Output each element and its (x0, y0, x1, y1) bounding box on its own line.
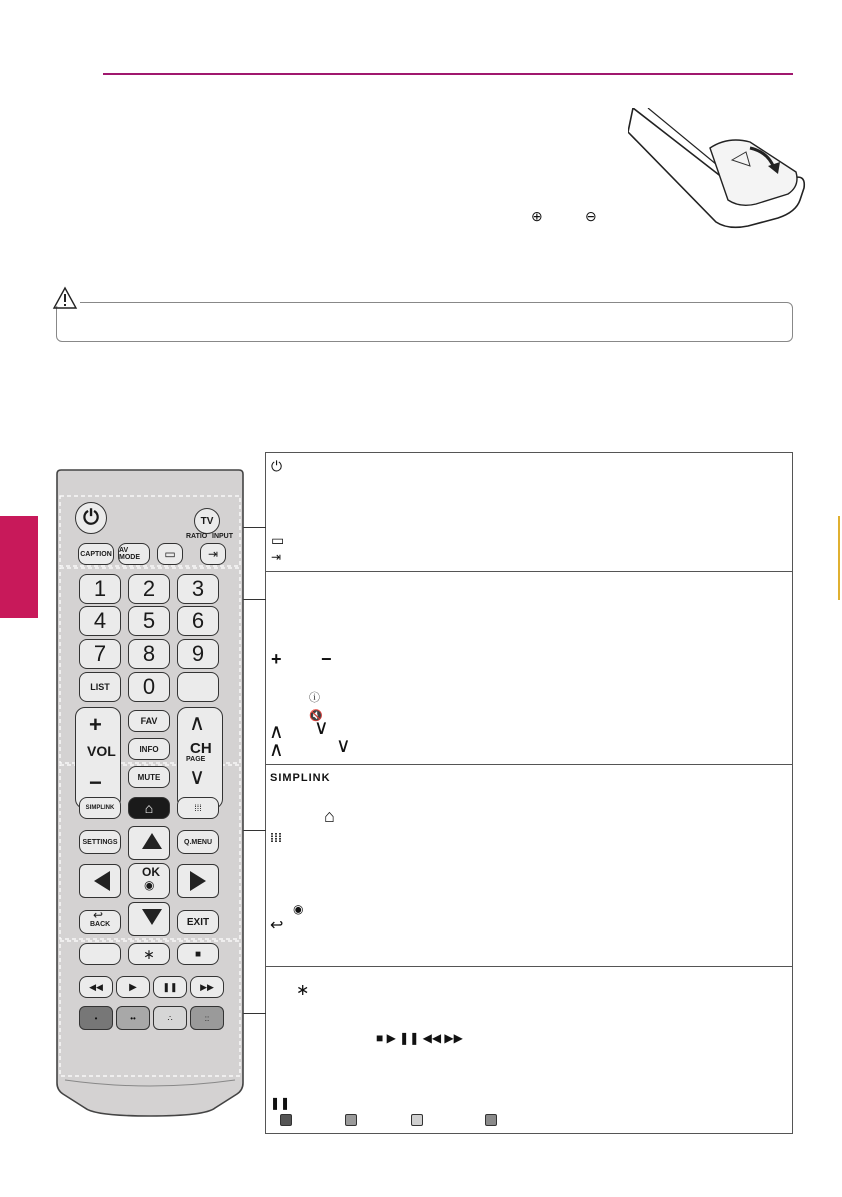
channel-label: CH (190, 740, 212, 757)
input-label: INPUT (212, 533, 233, 540)
star-icon: ∗ (296, 982, 310, 999)
caution-rule (80, 302, 198, 303)
star-button[interactable]: ∗ (128, 943, 170, 965)
exit-button[interactable]: EXIT (177, 910, 219, 934)
blue-key-button[interactable]: :: (190, 1006, 224, 1030)
left-arrow-icon (94, 871, 110, 891)
power-button[interactable]: ⏻ (75, 502, 107, 534)
digit-8-button[interactable]: 8 (128, 639, 170, 669)
page-label: PAGE (186, 756, 206, 763)
channel-up-icon: ∧ (189, 710, 206, 735)
home-icon: ⌂ (324, 806, 335, 826)
settings-button[interactable]: SETTINGS (79, 830, 121, 854)
right-arrow-icon (190, 871, 206, 891)
apps-icon: ⁞⁞⁞ (270, 831, 282, 845)
q-menu-button[interactable]: Q.MENU (177, 830, 219, 854)
volume-down-icon: − (89, 770, 102, 795)
red-key-button[interactable]: • (79, 1006, 113, 1030)
digit-9-button[interactable]: 9 (177, 639, 219, 669)
up-arrow-icon (142, 833, 162, 849)
blue-key-icon (485, 1114, 497, 1126)
caption-button[interactable]: CAPTION (78, 543, 114, 565)
input-button[interactable]: ⇥ (200, 543, 226, 565)
blank-button[interactable] (79, 943, 121, 965)
info-button[interactable]: INFO (128, 738, 170, 760)
battery-minus-icon: ⊖ (585, 208, 597, 224)
yellow-key-button[interactable]: ∴ (153, 1006, 187, 1030)
av-mode-button[interactable]: AV MODE (118, 543, 150, 565)
page-edge-marker (838, 516, 840, 600)
back-label: BACK (90, 921, 111, 928)
playback-icons: ■ ▶ ❚❚ ◀◀ ▶▶ (376, 1031, 463, 1045)
home-button[interactable]: ⌂ (128, 797, 170, 819)
minus-icon: − (321, 649, 332, 669)
back-icon: ↩ (270, 917, 284, 934)
table-row-divider (266, 966, 792, 967)
digit-6-button[interactable]: 6 (177, 606, 219, 636)
plus-icon: + (271, 649, 282, 669)
pause-button[interactable]: ❚❚ (153, 976, 187, 998)
stop-button[interactable]: ■ (177, 943, 219, 965)
blank-button[interactable] (177, 672, 219, 702)
battery-plus-icon: ⊕ (531, 208, 543, 224)
section-tab (0, 516, 38, 618)
list-button[interactable]: LIST (79, 672, 121, 702)
ratio-icon: ▭ (271, 532, 285, 548)
battery-cover-illustration (628, 108, 808, 238)
table-row-divider (266, 571, 792, 572)
channel-down-icon: ∨ (189, 764, 206, 789)
button-description-table (265, 452, 793, 1134)
ok-icon: ◉ (144, 878, 155, 892)
simplink-logo: SIMPLINK (270, 772, 331, 784)
volume-label: VOL (87, 743, 116, 759)
fast-forward-button[interactable]: ▶▶ (190, 976, 224, 998)
simplink-button[interactable]: SIMPLINK (79, 797, 121, 819)
digit-3-button[interactable]: 3 (177, 574, 219, 604)
digit-0-button[interactable]: 0 (128, 672, 170, 702)
digit-2-button[interactable]: 2 (128, 574, 170, 604)
up-icon: ∧ (269, 739, 284, 761)
caution-box (56, 302, 793, 342)
up-icon: ∧ (269, 721, 284, 743)
apps-button[interactable]: ⁞⁞⁞ (177, 797, 219, 819)
power-icon: ⏻ (271, 458, 283, 474)
ok-label: OK (142, 865, 160, 879)
table-row-divider (266, 764, 792, 765)
pause-icon: ❚❚ (270, 1096, 291, 1110)
digit-1-button[interactable]: 1 (79, 574, 121, 604)
fav-button[interactable]: FAV (128, 710, 170, 732)
mute-button[interactable]: MUTE (128, 766, 170, 788)
down-icon: ∨ (314, 717, 329, 739)
green-key-button[interactable]: •• (116, 1006, 150, 1030)
play-button[interactable]: ▶ (116, 976, 150, 998)
red-key-icon (280, 1114, 292, 1126)
rewind-button[interactable]: ◀◀ (79, 976, 113, 998)
mute-icon: 🔇 (309, 710, 323, 722)
ratio-button[interactable]: ▭ (157, 543, 183, 565)
down-icon: ∨ (336, 735, 351, 757)
header-rule (103, 73, 793, 75)
back-icon: ↩ (93, 908, 104, 922)
green-key-icon (345, 1114, 357, 1126)
down-arrow-icon (142, 909, 162, 925)
ok-icon: ◉ (293, 902, 304, 916)
tv-button[interactable]: TV (194, 508, 220, 534)
input-icon: ⇥ (271, 550, 282, 564)
info-icon: ⓘ (309, 692, 320, 704)
digit-5-button[interactable]: 5 (128, 606, 170, 636)
warning-icon (52, 286, 78, 310)
digit-4-button[interactable]: 4 (79, 606, 121, 636)
volume-up-icon: + (89, 712, 102, 737)
digit-7-button[interactable]: 7 (79, 639, 121, 669)
ratio-label: RATIO (186, 533, 208, 540)
yellow-key-icon (411, 1114, 423, 1126)
